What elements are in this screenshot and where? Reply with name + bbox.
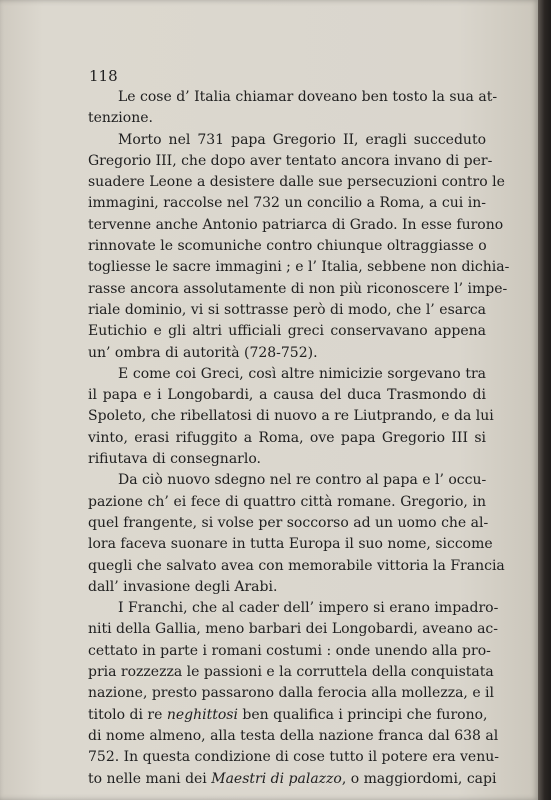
text-line	[88, 705, 486, 726]
text-line: pazione ch’ ei fece di quattro città romane. Gregorio, in	[88, 493, 486, 510]
text-line: cettato in parte i romani costumi : onde unendo alla pro-	[88, 642, 491, 659]
text-line: vinto, erasi rifuggito a Roma, ove papa Gregorio III si	[88, 429, 486, 446]
text-line: tenzione.	[88, 110, 153, 127]
text-line: nazione, presto passarono dalla ferocia alla mollezza, e il	[88, 685, 495, 702]
text-line: di nome almeno, alla testa della nazione franca dal 638 al	[88, 727, 499, 744]
text-line: 752. In questa condizione di cose tutto il potere era venu-	[88, 749, 499, 766]
text-line: un’ ombra di autorità (728-752).	[88, 344, 318, 361]
text-line: E come coi Greci, così altre nimicizie sorgevano tra	[118, 365, 486, 382]
page-number: 118	[89, 67, 118, 85]
text-line: suadere Leone a desistere dalle sue persecuzioni contro le	[88, 174, 505, 191]
text-line: il papa e i Longobardi, a causa del duca Trasmondo di	[88, 387, 486, 404]
text-line: Gregorio III, che dopo aver tentato ancora invano di per-	[88, 152, 493, 169]
text-segment: titolo di re	[88, 706, 167, 723]
text-line: togliesse le sacre immagini ; e l’ Italia, sebbene non dichia-	[88, 259, 510, 276]
text-line: niti della Gallia, meno barbari dei Longobardi, aveano ac-	[88, 621, 498, 638]
text-line: Eutichio e gli altri ufficiali greci conservavano appena	[88, 323, 486, 340]
italic-text: Maestri di palazzo	[211, 770, 342, 787]
text-line: quel frangente, si volse per soccorso ad un uomo che al-	[88, 514, 489, 531]
text-line: Da ciò nuovo sdegno nel re contro al papa e l’ occu-	[118, 472, 487, 489]
text-segment: , o maggiordomi, capi	[341, 770, 497, 787]
body-text	[88, 87, 510, 790]
text-segment: to nelle mani dei	[88, 770, 212, 787]
text-line: Le cose d’ Italia chiamar doveano ben tosto la sua at-	[118, 89, 498, 105]
text-line: lora faceva suonare in tutta Europa il suo nome, siccome	[88, 536, 493, 553]
text-line: Spoleto, che ribellatosi di nuovo a re Liutprando, e da lui	[88, 408, 494, 425]
text-line: Morto nel 731 papa Gregorio II, eragli succeduto	[118, 131, 486, 148]
text-line: immagini, raccolse nel 732 un concilio a Roma, a cui in-	[88, 195, 486, 212]
text-line: rasse ancora assolutamente di non più riconoscere l’ impe-	[88, 280, 508, 297]
text-line: riale dominio, vi si sottrasse però di modo, che l’ esarca	[88, 301, 486, 318]
text-line: quegli che salvato avea con memorabile vittoria la Francia	[88, 557, 505, 574]
text-line: rifiutava di consegnarlo.	[88, 451, 261, 468]
text-line	[88, 769, 497, 790]
text-line: dall’ invasione degli Arabi.	[88, 578, 278, 595]
text-line: I Franchi, che al cader dell’ impero si erano impadro-	[118, 600, 499, 617]
text-line: rinnovate le scomuniche contro chiunque oltraggiasse o	[88, 238, 487, 255]
text-line: tervenne anche Antonio patriarca di Grado. In esse furono	[88, 216, 504, 233]
book-binding-edge	[538, 0, 551, 800]
text-segment: ben qualifica i principi che furono,	[237, 706, 488, 723]
italic-text: neghittosi	[166, 706, 238, 723]
text-line: pria rozzezza le passioni e la corruttela della conquistata	[88, 664, 494, 681]
